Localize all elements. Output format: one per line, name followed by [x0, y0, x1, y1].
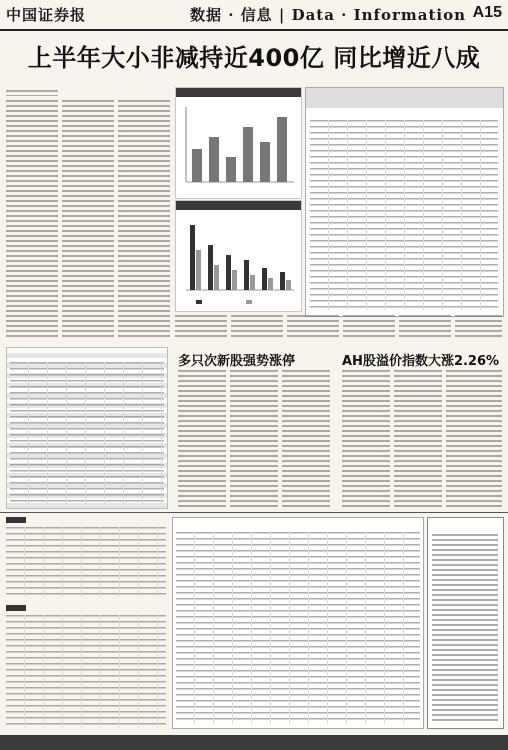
story1-col-2	[230, 370, 278, 510]
mini-label	[6, 517, 26, 523]
col-header-4	[424, 88, 463, 108]
story1-col-3	[282, 370, 330, 510]
bar-month-6	[277, 117, 287, 182]
sector-bar-3	[208, 245, 213, 290]
col-header-5	[464, 88, 503, 108]
monthly-reduction-chart	[175, 87, 302, 199]
story2-col-2	[394, 370, 442, 510]
mini-table-1	[6, 527, 166, 597]
table-body	[310, 120, 498, 310]
table-body	[176, 532, 420, 724]
page-number: A15	[472, 4, 502, 21]
story2-col-3	[446, 370, 502, 510]
sector-bar-9	[262, 268, 267, 290]
article-column-1	[6, 100, 58, 340]
sector-bar-7	[244, 260, 249, 290]
sector-bar-1	[190, 225, 195, 290]
market-fund-table	[172, 517, 424, 729]
sector-reduction-chart	[175, 200, 302, 312]
bar-month-5	[260, 142, 270, 182]
new-stock-table	[6, 347, 168, 509]
col-header-3	[385, 88, 424, 108]
masthead	[0, 0, 508, 30]
byline	[6, 90, 58, 100]
story1-col-1	[178, 370, 226, 510]
table-header-row	[306, 88, 503, 108]
article-column-8	[399, 315, 451, 340]
article-column-4	[175, 315, 227, 340]
chart-title	[176, 88, 301, 97]
footer-disclaimer	[0, 735, 508, 750]
story-headline-1: 多只次新股强势涨停	[178, 354, 296, 369]
sector-bar-2	[196, 250, 201, 290]
sector-bar-4	[214, 265, 219, 290]
sector-bar-5	[226, 255, 231, 290]
sector-bar-11	[280, 272, 285, 290]
article-column-7	[343, 315, 395, 340]
article-column-6	[287, 315, 339, 340]
monthly-bars	[176, 97, 301, 197]
sector-bars	[176, 210, 301, 310]
mini-label	[6, 605, 26, 611]
bar-month-4	[243, 127, 253, 182]
article-column-9	[455, 315, 502, 340]
table-body	[10, 362, 164, 504]
newspaper-logo: 中国证券报	[6, 6, 87, 24]
bar-month-1	[192, 149, 202, 182]
mini-table-2	[6, 615, 166, 727]
brief-text	[432, 534, 498, 724]
chart-title	[176, 201, 301, 210]
sector-bar-8	[250, 275, 255, 290]
bar-month-2	[209, 137, 219, 182]
story-headline-2: AH股溢价指数大涨2.26%	[342, 354, 500, 369]
bottom-left-tables	[6, 517, 166, 727]
main-headline: 上半年大小非减持近400亿 同比增近八成	[27, 44, 481, 72]
article-column-5	[231, 315, 283, 340]
top-reduction-table	[305, 87, 504, 317]
section-divider	[0, 512, 508, 513]
news-brief-box	[427, 517, 504, 729]
legend-swatch-2	[246, 300, 252, 304]
article-column-2	[62, 100, 114, 340]
sector-bar-12	[286, 280, 291, 290]
legend-swatch-1	[196, 300, 202, 304]
col-header-1	[306, 88, 345, 108]
sector-bar-10	[268, 278, 273, 290]
section-title: 数据 · 信息 | Data · Information	[190, 6, 467, 24]
story2-col-1	[342, 370, 390, 510]
article-column-3	[118, 100, 170, 340]
masthead-rule	[0, 29, 508, 31]
col-header-2	[345, 88, 384, 108]
bar-month-3	[226, 157, 236, 182]
sector-bar-6	[232, 270, 237, 290]
